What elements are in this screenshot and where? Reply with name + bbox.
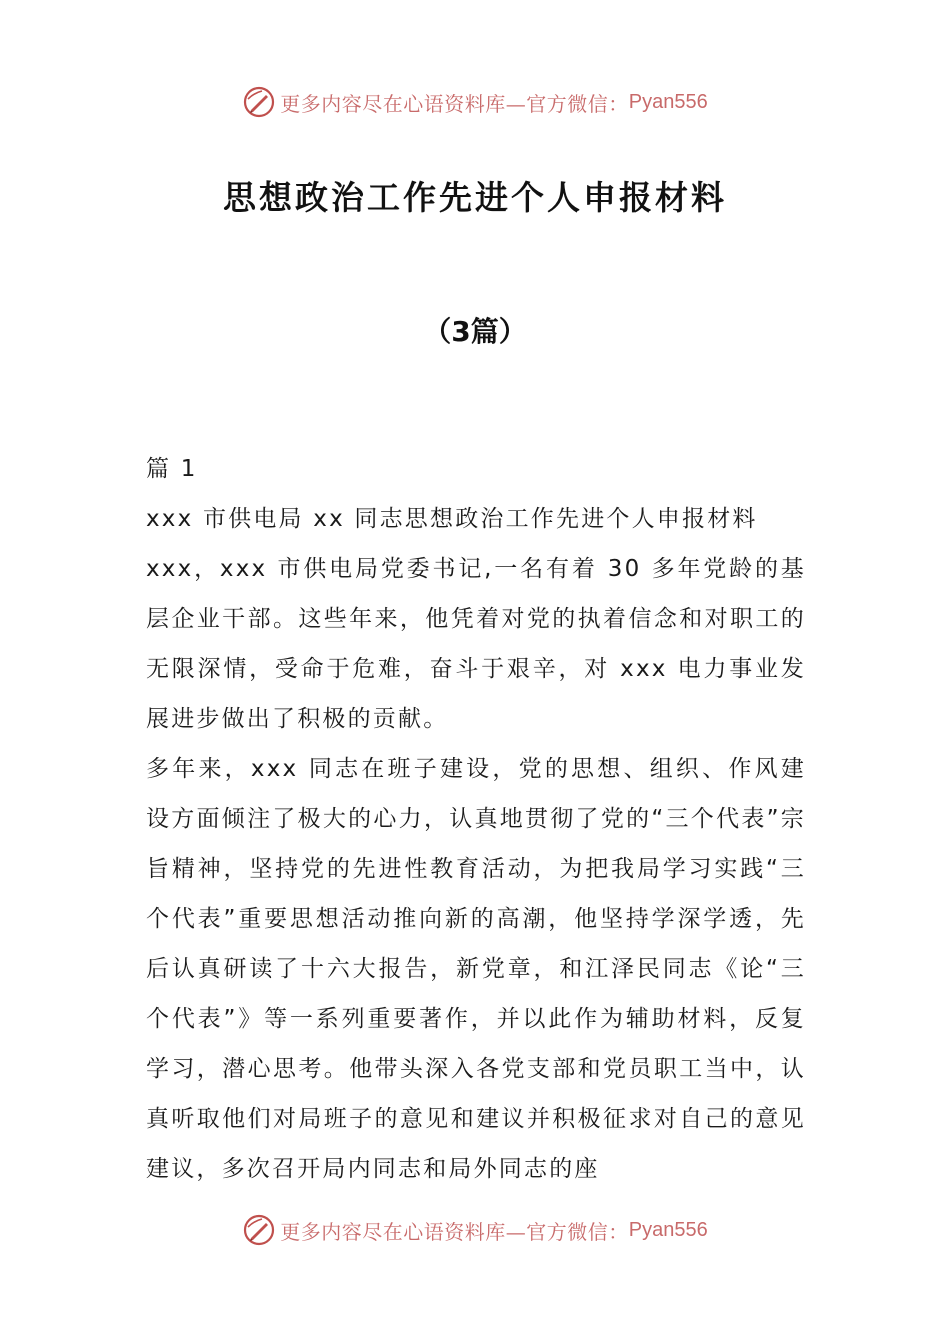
paragraph-2: 多年来，xxx 同志在班子建设，党的思想、组织、作风建设方面倾注了极大的心力，认真地贯彻了党的“三个代表”宗旨精神，坚持党的先进性教育活动，为把我局学习实践“三个代表”重要思想活动推向新的高潮，他坚持学深学透，先后认真研读了十六大报告，新党章，和江泽民同志《论“三个代表”》等一系列重要著作，并以此作为辅助材料，反复学习，潜心思考。他带头深入各党支部和党员职工当中，认真听取他们对局班子的意见和建议并积极征求对自己的意见建议，多次召开局内同志和局外同志的座 (146, 756, 806, 1182)
footer-banner (0, 1210, 950, 1250)
header-banner (0, 82, 950, 122)
document-title: 思想政治工作先进个人申报材料 (223, 178, 727, 217)
wechat-id: Pyan556 (628, 90, 708, 113)
section-label: 篇 1 (146, 456, 198, 482)
banner-text: 更多内容尽在心语资料库—官方微信： (280, 91, 629, 116)
article-title: xxx 市供电局 xx 同志思想政治工作先进个人申报材料 (146, 506, 758, 532)
banner-text: 更多内容尽在心语资料库—官方微信： (280, 1219, 629, 1244)
wechat-id: Pyan556 (628, 1218, 708, 1241)
document-body (146, 444, 806, 1194)
pen-logo-icon (242, 1213, 276, 1247)
pen-logo-icon (242, 85, 276, 119)
document-subtitle: （3篇） (423, 315, 527, 348)
paragraph-1: xxx，xxx 市供电局党委书记,一名有着 30 多年党龄的基层企业干部。这些年来，他凭着对党的执着信念和对职工的无限深情，受命于危难，奋斗于艰辛，对 xxx 电力事业发展进步做出了积极的贡献。 (146, 556, 806, 732)
